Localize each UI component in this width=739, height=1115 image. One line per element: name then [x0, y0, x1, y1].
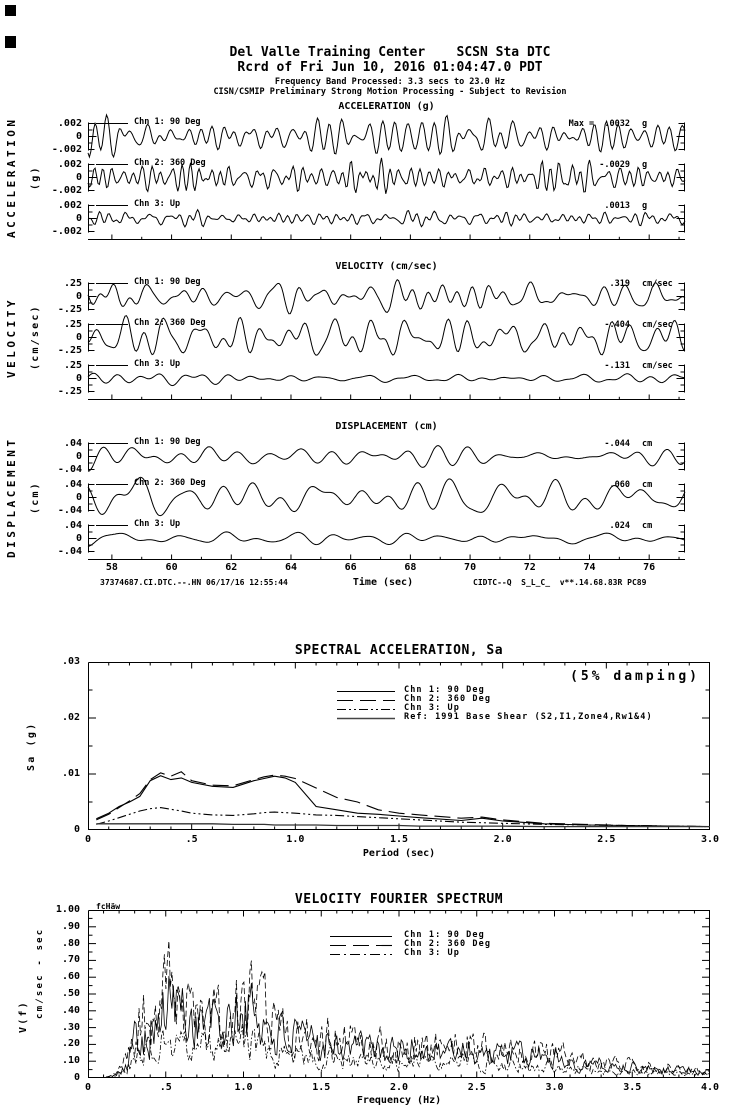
y-tick-label-zero: 0 [75, 171, 82, 183]
fourier-x-tick-label: .5 [159, 1082, 172, 1093]
fourier-y-tick-label: .10 [61, 1055, 80, 1067]
fourier-y-tick-label: .80 [61, 937, 80, 949]
peak-unit: cm/sec [642, 319, 673, 330]
peak-unit: cm [642, 438, 653, 449]
fourier-y-tick-label: .90 [61, 920, 80, 932]
time-axis-acceleration [88, 232, 685, 240]
peak-unit: g [642, 118, 648, 129]
trace-acceleration-chn1 [88, 116, 685, 157]
x-tick-label: 58 [105, 562, 118, 573]
channel-label: Chn 3: Up [134, 198, 181, 209]
x-tick-label: 76 [643, 562, 656, 573]
sa-ylabel: Sa (g) [26, 721, 37, 771]
panel-title-velocity: VELOCITY (cm/sec) [335, 261, 438, 272]
fourier-ylabel-units: cm/sec - sec [35, 927, 45, 1019]
sa-x-tick-label: 2.0 [493, 834, 512, 845]
sa-legend-label: Chn 2: 360 Deg [404, 694, 492, 704]
fourier-x-tick-label: 1.5 [312, 1082, 331, 1093]
channel-label: Chn 1: 90 Deg [134, 276, 201, 287]
y-tick-label-bottom: -.002 [51, 143, 82, 155]
time-axis-displacement [88, 552, 685, 560]
y-tick-label-zero: 0 [75, 290, 82, 302]
peak-value: -.131 [604, 360, 630, 371]
y-tick-label-top: .002 [57, 117, 82, 129]
sa-title: SPECTRAL ACCELERATION, Sa [294, 643, 504, 658]
sa-xlabel: Period (sec) [362, 848, 436, 859]
trace-velocity-chn1 [88, 276, 685, 317]
sa-legend-sample [337, 717, 395, 720]
y-tick-label-zero: 0 [75, 450, 82, 462]
side-unit-displacement: (cm) [30, 481, 41, 514]
fourier-x-tick-label: 3.0 [545, 1082, 564, 1093]
fourier-y-tick-label: .40 [61, 1004, 80, 1016]
fourier-y-tick-label: .50 [61, 988, 80, 999]
fourier-legend-sample [330, 953, 392, 956]
y-tick-label-zero: 0 [75, 130, 82, 142]
trace-row-displacement-chn1 [57, 436, 685, 477]
trace-acceleration-chn2 [88, 157, 685, 198]
fourier-x-tick-label: 3.5 [623, 1082, 642, 1093]
y-tick-label-bottom: -.04 [57, 463, 82, 475]
peak-unit: cm/sec [642, 360, 673, 371]
panel-velocity [5, 260, 685, 438]
sa-legend-label: Chn 3: Up [404, 703, 460, 713]
channel-label: Chn 2: 360 Deg [134, 477, 206, 488]
fourier-legend-label: Chn 3: Up [404, 948, 460, 958]
panel-title-acceleration: ACCELERATION (g) [338, 101, 435, 112]
time-axis-title: Time (sec) [352, 577, 414, 588]
trace-row-acceleration-chn2 [51, 157, 685, 198]
sa-x-tick-label: .5 [185, 834, 198, 845]
sa-x-tick-label: 1.0 [286, 834, 305, 845]
y-tick-label-bottom: -.002 [51, 225, 82, 237]
fourier-legend-sample [330, 944, 392, 947]
fourier-y-tick-label: 0 [73, 1072, 80, 1083]
sa-x-tick-label: 2.5 [597, 834, 616, 845]
fourier-x-tick-label: 1.0 [234, 1082, 253, 1093]
record-id-footer: 37374687.CI.DTC.--.HN 06/17/16 12:55:44 [100, 578, 288, 587]
time-axis-velocity [88, 392, 685, 400]
processing-id-footer: CIDTC--Q S_L_C_ v**.14.68.83R PC89 [473, 578, 647, 587]
y-tick-label-zero: 0 [75, 372, 82, 384]
y-tick-label-top: .04 [63, 519, 82, 531]
trace-row-velocity-chn1 [57, 276, 685, 317]
sa-legend-label: Ref: 1991 Base Shear (S2,I1,Zone4,Rw1&4) [404, 712, 653, 722]
trace-displacement-chn2 [88, 477, 685, 518]
sa-legend-sample [337, 699, 395, 702]
channel-label: Chn 2: 360 Deg [134, 157, 206, 168]
y-tick-label-top: .25 [63, 318, 82, 330]
y-tick-label-bottom: -.25 [57, 344, 82, 356]
x-tick-label: 66 [344, 562, 357, 573]
y-tick-label-top: .25 [63, 277, 82, 289]
side-label-displacement: DISPLACEMENT [5, 436, 18, 559]
peak-value: Max = .0032 [568, 118, 630, 129]
panel-acceleration [5, 100, 685, 278]
peak-value: .319 [609, 278, 630, 289]
y-tick-label-bottom: -.04 [57, 504, 82, 516]
peak-unit: cm/sec [642, 278, 673, 289]
x-tick-label: 64 [284, 562, 297, 573]
sa-x-tick-label: 3.0 [700, 834, 720, 845]
side-label-acceleration: ACCELERATION [5, 116, 18, 239]
y-tick-label-top: .04 [63, 478, 82, 490]
sa-damping-note: (5% damping) [570, 669, 700, 684]
fourier-x-tick-label: 4.0 [700, 1082, 720, 1093]
fourier-title: VELOCITY FOURIER SPECTRUM [294, 892, 504, 907]
x-tick-label: 60 [165, 562, 178, 573]
side-label-velocity: VELOCITY [5, 297, 18, 378]
fourier-y-tick-label: 1.00 [55, 904, 80, 915]
peak-unit: g [642, 200, 648, 211]
y-tick-label-bottom: -.04 [57, 545, 82, 557]
channel-label: Chn 1: 90 Deg [134, 436, 201, 447]
peak-unit: cm [642, 479, 653, 490]
y-tick-label-bottom: -.002 [51, 184, 82, 196]
trace-row-displacement-chn2 [57, 477, 685, 518]
fourier-y-tick-label: .60 [61, 971, 80, 983]
fourier-x-tick-label: 2.5 [467, 1082, 486, 1093]
peak-unit: cm [642, 520, 653, 531]
fourier-legend-label: Chn 2: 360 Deg [404, 939, 492, 949]
fourier-legend-sample [330, 935, 392, 938]
sa-chart [26, 643, 739, 872]
x-tick-label: 62 [225, 562, 238, 573]
channel-label: Chn 3: Up [134, 518, 181, 529]
peak-value: .0013 [604, 200, 630, 211]
fourier-xlabel: Frequency (Hz) [356, 1095, 442, 1106]
fourier-legend-label: Chn 1: 90 Deg [404, 930, 485, 940]
channel-label: Chn 1: 90 Deg [134, 116, 201, 127]
fourier-y-tick-label: .30 [61, 1021, 80, 1033]
y-tick-label-top: .04 [63, 437, 82, 449]
scan-artifact-mark-top [5, 5, 16, 16]
x-tick-label: 70 [464, 562, 477, 573]
record-datetime: Rcrd of Fri Jun 10, 2016 01:04:47.0 PDT [237, 59, 543, 75]
fourier-x-tick-label: 2.0 [389, 1082, 409, 1093]
x-tick-label: 74 [583, 562, 596, 573]
sa-frame [88, 662, 710, 830]
y-tick-label-top: .002 [57, 199, 82, 211]
sa-x-tick-label: 0 [84, 834, 92, 845]
channel-label: Chn 2: 360 Deg [134, 317, 206, 328]
y-tick-label-zero: 0 [75, 331, 82, 343]
sa-legend-sample [337, 690, 395, 693]
x-tick-label: 68 [404, 562, 417, 573]
peak-unit: g [642, 159, 648, 170]
sa-y-tick-label: .02 [61, 712, 80, 723]
fourier-ylabel-vf: V(f) [18, 1000, 29, 1034]
x-tick-label: 72 [523, 562, 536, 573]
y-tick-label-bottom: -.25 [57, 303, 82, 315]
peak-value: -.404 [604, 319, 630, 330]
frequency-band-note: Frequency Band Processed: 3.3 secs to 23.0 Hz [274, 76, 506, 87]
sa-y-tick-label: .01 [61, 768, 80, 779]
sa-y-tick-label: 0 [73, 824, 80, 835]
fourier-frame [88, 910, 710, 1078]
y-tick-label-top: .25 [63, 359, 82, 371]
y-tick-label-zero: 0 [75, 212, 82, 224]
fourier-chart [18, 892, 739, 1115]
fourier-y-tick-label: .70 [61, 954, 80, 966]
trace-row-velocity-chn2 [57, 317, 685, 358]
panel-displacement [5, 420, 685, 598]
side-unit-acceleration: (g) [30, 165, 41, 190]
y-tick-label-bottom: -.25 [57, 385, 82, 397]
peak-value: -.0029 [599, 159, 630, 170]
y-tick-label-zero: 0 [75, 491, 82, 503]
trace-row-acceleration-chn1 [51, 116, 685, 157]
panel-title-displacement: DISPLACEMENT (cm) [335, 421, 438, 432]
sa-y-tick-label: .03 [61, 656, 80, 667]
peak-value: .024 [609, 520, 630, 531]
y-tick-label-zero: 0 [75, 532, 82, 544]
sa-legend-label: Chn 1: 90 Deg [404, 685, 485, 695]
sa-x-tick-label: 1.5 [389, 834, 409, 845]
processing-disclaimer: CISN/CSMIP Preliminary Strong Motion Processing - Subject to Revision [213, 86, 567, 97]
report-header [40, 46, 739, 97]
side-unit-velocity: (cm/sec) [30, 304, 41, 371]
trace-velocity-chn2 [88, 317, 685, 358]
station-title: Del Valle Training Center SCSN Sta DTC [229, 45, 551, 60]
peak-value: .060 [609, 479, 630, 490]
sa-legend-sample [337, 708, 395, 711]
peak-value: -.044 [604, 438, 630, 449]
channel-label: Chn 3: Up [134, 358, 181, 369]
fourier-y-tick-label: .20 [61, 1038, 80, 1050]
fourier-corner-note: fcHäw [96, 902, 121, 911]
trace-displacement-chn1 [88, 436, 685, 477]
fourier-x-tick-label: 0 [84, 1082, 92, 1093]
y-tick-label-top: .002 [57, 158, 82, 170]
scan-artifact-mark-bottom [5, 36, 16, 48]
